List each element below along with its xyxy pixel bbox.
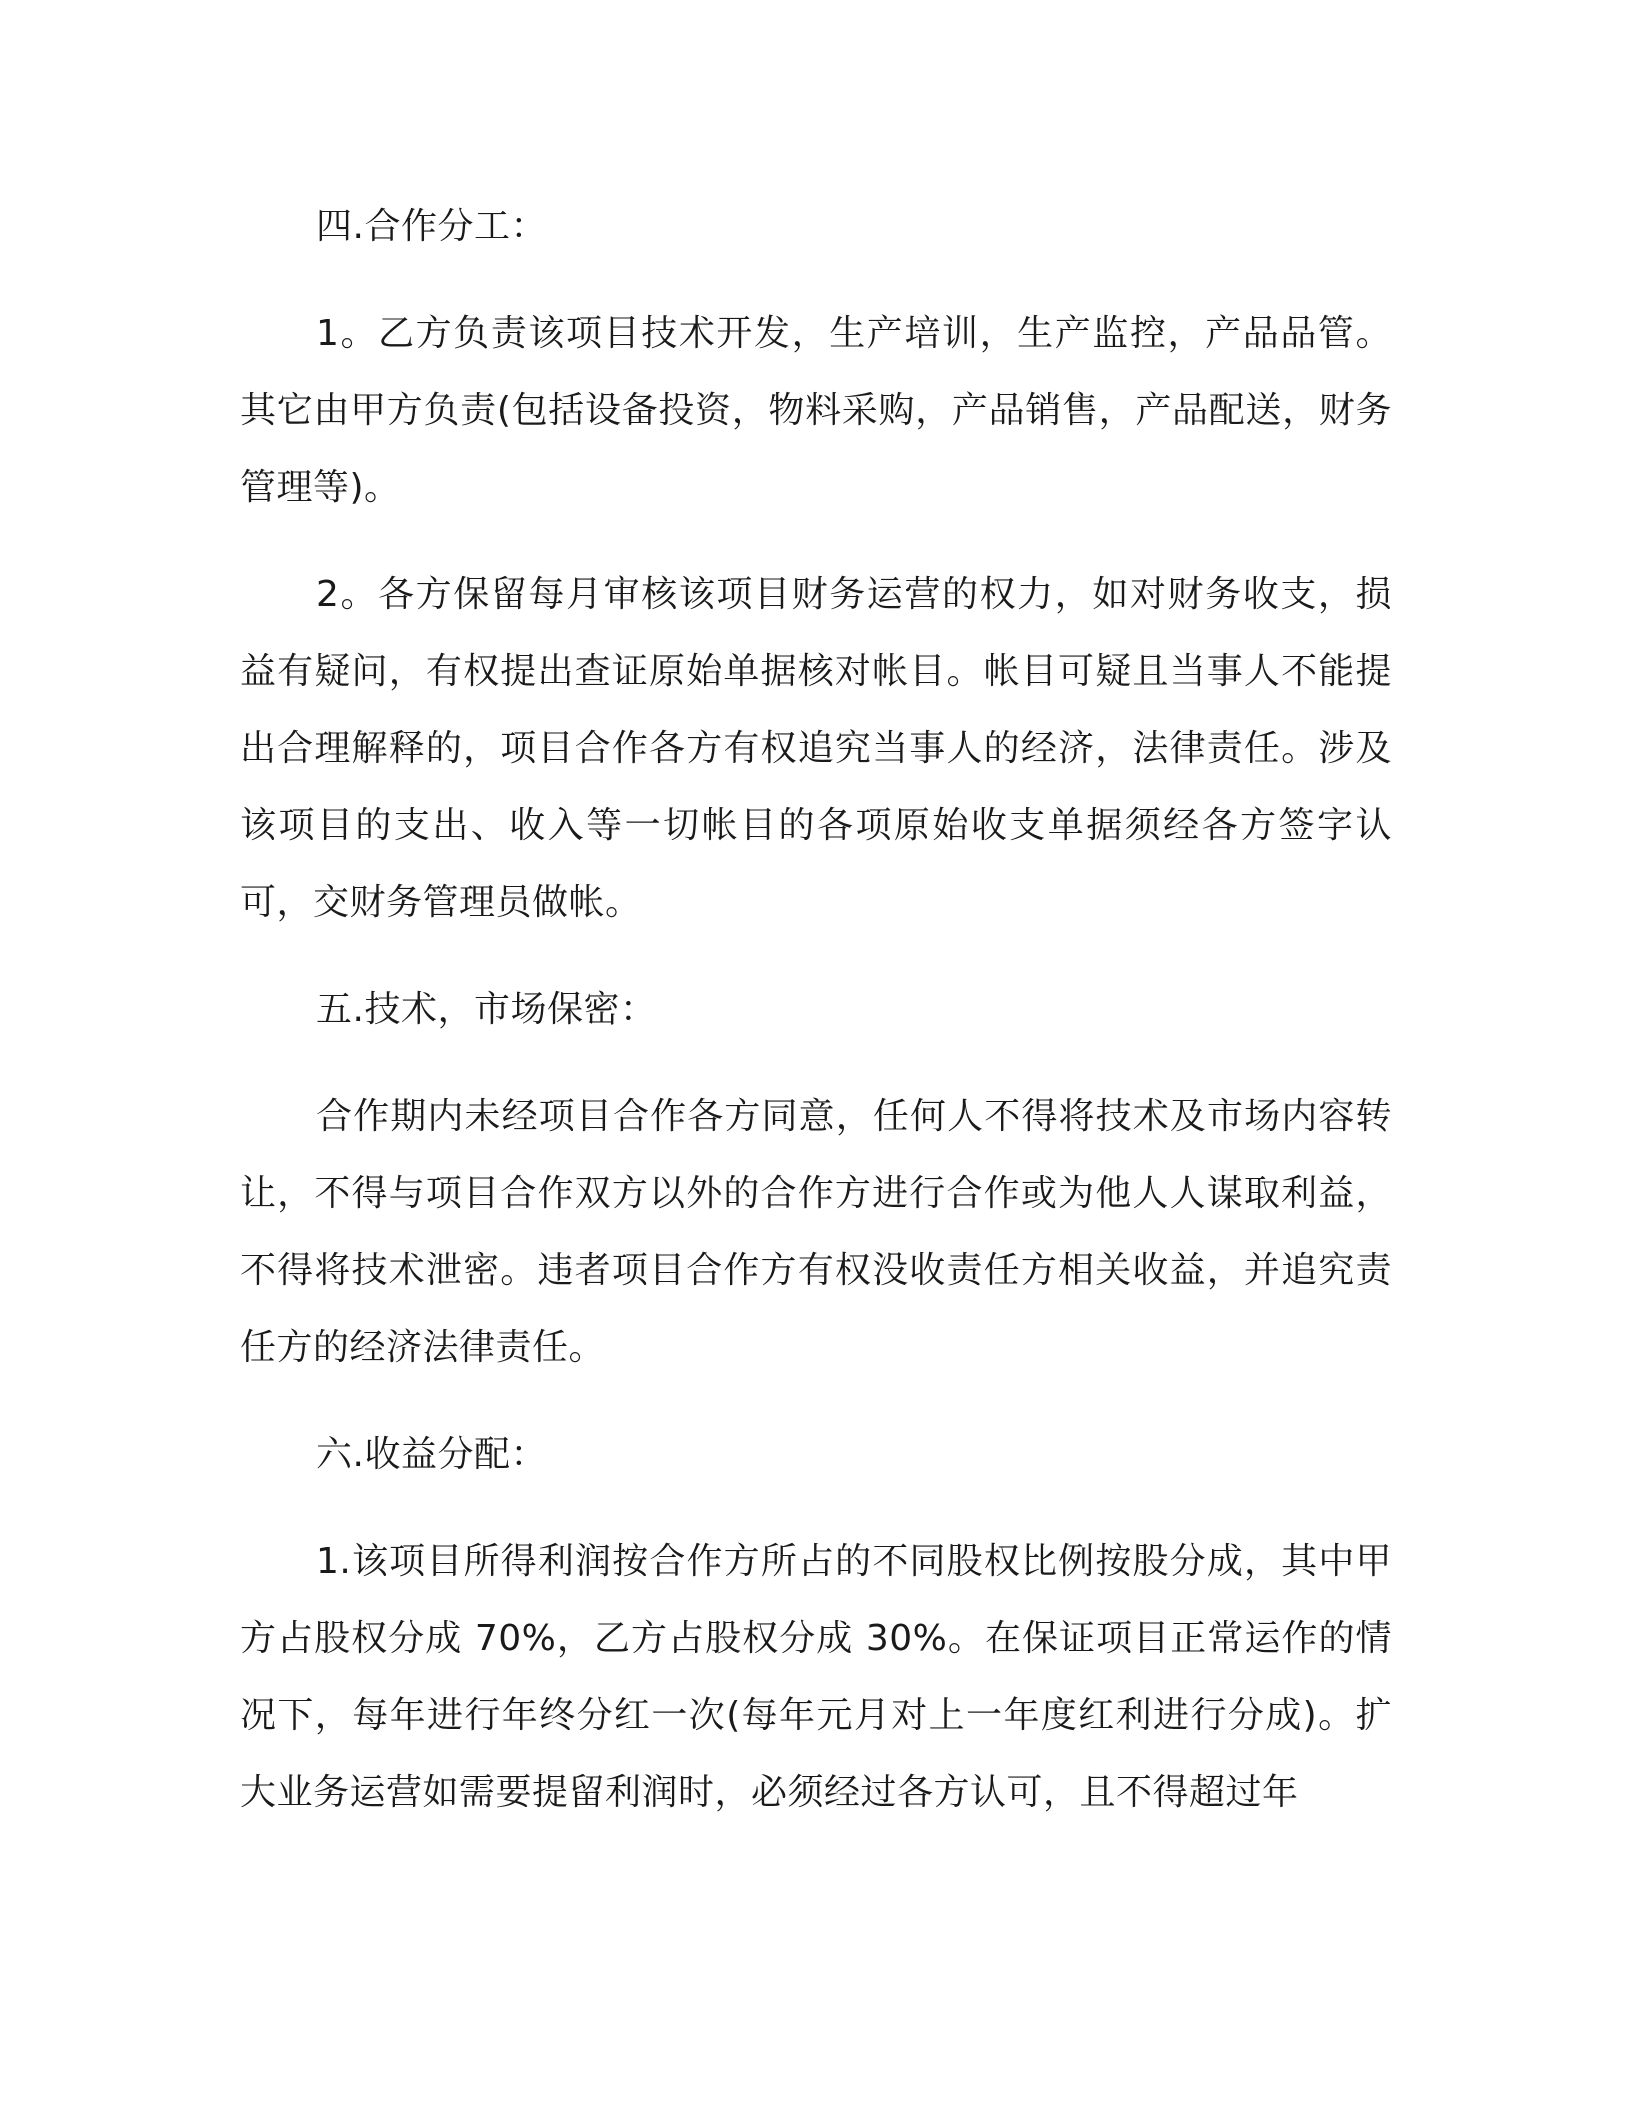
section-heading-4: 四.合作分工：	[316, 206, 547, 247]
spacer	[240, 1493, 1392, 1523]
spacer	[240, 526, 1392, 556]
paragraph-4-1: 1。乙方负责该项目技术开发，生产培训，生产监控，产品品管。其它由甲方负责(包括设备投资，物料采购，产品销售，产品配送，财务管理等)。	[240, 313, 1392, 508]
spacer	[240, 1048, 1392, 1078]
spacer	[240, 941, 1392, 971]
spacer	[240, 265, 1392, 295]
section-heading-6: 六.收益分配：	[316, 1434, 547, 1475]
spacer	[240, 1386, 1392, 1416]
document-body	[240, 188, 1392, 1831]
paragraph-5-1: 合作期内未经项目合作各方同意，任何人不得将技术及市场内容转让，不得与项目合作双方以外的合作方进行合作或为他人人谋取利益，不得将技术泄密。违者项目合作方有权没收责任方相关收益，并追究责任方的经济法律责任。	[240, 1096, 1392, 1368]
section-heading-5: 五.技术，市场保密：	[316, 989, 657, 1030]
paragraph-4-2: 2。各方保留每月审核该项目财务运营的权力，如对财务收支，损益有疑问，有权提出查证原始单据核对帐目。帐目可疑且当事人不能提出合理解释的，项目合作各方有权追究当事人的经济，法律责任。涉及该项目的支出、收入等一切帐目的各项原始收支单据须经各方签字认可，交财务管理员做帐。	[240, 574, 1392, 923]
paragraph-6-1: 1.该项目所得利润按合作方所占的不同股权比例按股分成，其中甲方占股权分成 70%，乙方占股权分成 30%。在保证项目正常运作的情况下，每年进行年终分红一次(每年元月对上一年度红利进行分成)。扩大业务运营如需要提留利润时，必须经过各方认可，且不得超过年	[240, 1541, 1392, 1813]
